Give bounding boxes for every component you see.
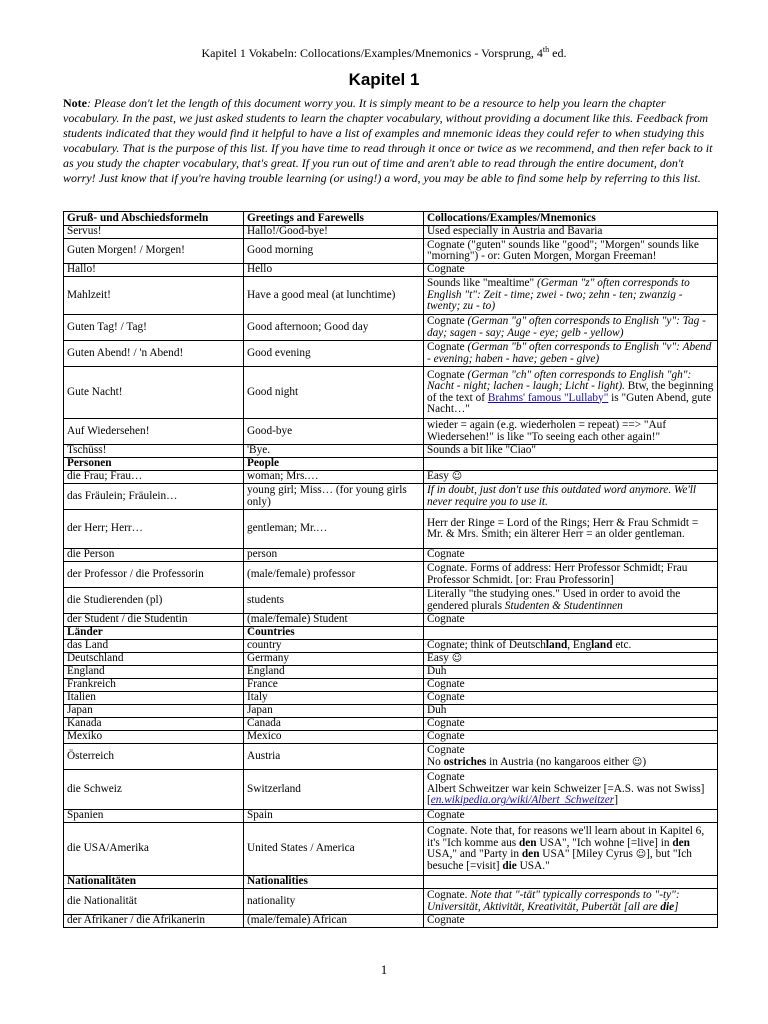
english-term: Spain: [244, 810, 424, 823]
german-term: Gute Nacht!: [64, 367, 244, 419]
mnemonic: Cognate: [424, 264, 718, 277]
albert-schweitzer-link[interactable]: en.wikipedia.org/wiki/Albert_Schweitzer: [430, 794, 615, 807]
mnemonic: Cognate. Forms of address: Herr Professor Schmidt; Frau Professor Schmidt. [or: Frau Professorin]: [424, 562, 718, 588]
vocabulary-table: [63, 211, 718, 928]
smiley-icon: ☺: [451, 653, 463, 665]
table-row: [64, 679, 718, 692]
mnemonic: Herr der Ringe = Lord of the Rings; Herr & Frau Schmidt = Mr. & Mrs. Smith; ein älterer Herr = an older gentleman.: [424, 510, 718, 549]
table-header-row: [64, 212, 718, 226]
english-term: country: [244, 640, 424, 653]
header-english: Greetings and Farewells: [244, 212, 424, 226]
brahms-lullaby-link[interactable]: Brahms' famous "Lullaby": [487, 391, 609, 404]
german-term: Guten Abend! / 'n Abend!: [64, 341, 244, 367]
english-term: Good-bye: [244, 419, 424, 445]
mnemonic: Cognate ("guten" sounds like "good"; "Morgen" sounds like "morning") - or: Guten Morgen, Morgan Freeman!: [424, 239, 718, 264]
section-german: Länder: [64, 627, 244, 640]
page-title: Kapitel 1: [348, 70, 420, 89]
english-term: (male/female) Student: [244, 614, 424, 627]
section-row-laender: [64, 627, 718, 640]
table-row: [64, 510, 718, 549]
german-term: der Student / die Studentin: [64, 614, 244, 627]
section-row-nationalitaeten: [64, 876, 718, 889]
german-term: die Nationalität: [64, 889, 244, 915]
table-row: [64, 744, 718, 770]
mnemonic: Cognate: [424, 679, 718, 692]
mnemonic: Used especially in Austria and Bavaria: [424, 226, 718, 239]
mnemonic: If in doubt, just don't use this outdated word anymore. We'll never require you to use it.: [424, 484, 718, 510]
english-term: Austria: [244, 744, 424, 770]
mnemonic: Cognate: [424, 731, 718, 744]
table-row: [64, 731, 718, 744]
english-term: England: [244, 666, 424, 679]
table-row: [64, 718, 718, 731]
mnemonic: Cognate: [424, 915, 718, 928]
english-term: Switzerland: [244, 770, 424, 810]
german-term: die USA/Amerika: [64, 823, 244, 876]
english-term: young girl; Miss… (for young girls only): [244, 484, 424, 510]
english-term: gentleman; Mr.…: [244, 510, 424, 549]
table-row: [64, 484, 718, 510]
english-term: Good night: [244, 367, 424, 419]
mnemonic: Cognate. Note that, for reasons we'll learn about in Kapitel 6, it's "Ich komme aus den USA", "Ich wohne [=live] in den USA," and "Party in den USA" [Miley Cyrus ☺], but "Ich besuche [=visit] die USA.": [424, 823, 718, 876]
english-term: nationality: [244, 889, 424, 915]
intro-note: [63, 96, 717, 186]
english-term: Germany: [244, 653, 424, 666]
mnemonic: Cognate (German "g" often corresponds to English "y": Tag - day; sagen - say; Auge - eye; gelb - yellow): [424, 315, 718, 341]
table-row: [64, 264, 718, 277]
header-collocations: Collocations/Examples/Mnemonics: [424, 212, 718, 226]
german-term: Deutschland: [64, 653, 244, 666]
german-term: der Herr; Herr…: [64, 510, 244, 549]
section-english: People: [244, 458, 424, 471]
english-term: United States / America: [244, 823, 424, 876]
section-row-personen: [64, 458, 718, 471]
german-term: Spanien: [64, 810, 244, 823]
german-term: der Afrikaner / die Afrikanerin: [64, 915, 244, 928]
english-term: Good morning: [244, 239, 424, 264]
table-row: [64, 341, 718, 367]
header-german: Gruß- und Abschiedsformeln: [64, 212, 244, 226]
mnemonic: Cognate: [424, 692, 718, 705]
section-empty: [424, 458, 718, 471]
note-label: Note: [63, 96, 87, 110]
german-term: Mahlzeit!: [64, 277, 244, 315]
german-term: Italien: [64, 692, 244, 705]
german-term: die Studierenden (pl): [64, 588, 244, 614]
section-empty: [424, 627, 718, 640]
german-term: Guten Morgen! / Morgen!: [64, 239, 244, 264]
mnemonic: Cognate; think of Deutschland, England etc.: [424, 640, 718, 653]
english-term: (male/female) African: [244, 915, 424, 928]
mnemonic: Cognate: [424, 718, 718, 731]
table-row: [64, 367, 718, 419]
german-term: die Frau; Frau…: [64, 471, 244, 484]
page-number: 1: [380, 962, 388, 977]
section-english: Nationalities: [244, 876, 424, 889]
english-term: 'Bye.: [244, 445, 424, 458]
english-term: students: [244, 588, 424, 614]
english-term: Hello: [244, 264, 424, 277]
mnemonic: Cognate (German "ch" often corresponds to English "gh": Nacht - night; lachen - laugh; Licht - light). Btw, the beginning of the text of Brahms' famous "Lullaby" is "Guten Abend, gute Nacht…": [424, 367, 718, 419]
table-row: [64, 239, 718, 264]
german-term: Hallo!: [64, 264, 244, 277]
mnemonic: Cognate (German "b" often corresponds to English "v": Abend - evening; haben - have; geben - give): [424, 341, 718, 367]
mnemonic: Easy ☺: [424, 653, 718, 666]
mnemonic: wieder = again (e.g. wiederholen = repeat) ==> "Auf Wiedersehen!" is like "To seeing each other again!": [424, 419, 718, 445]
table-row: [64, 614, 718, 627]
table-row: [64, 705, 718, 718]
mnemonic: Literally "the studying ones." Used in order to avoid the gendered plurals Studenten & Studentinnen: [424, 588, 718, 614]
table-row: [64, 770, 718, 810]
section-empty: [424, 876, 718, 889]
table-row: [64, 653, 718, 666]
section-german: Nationalitäten: [64, 876, 244, 889]
english-term: (male/female) professor: [244, 562, 424, 588]
german-term: Tschüss!: [64, 445, 244, 458]
german-term: die Schweiz: [64, 770, 244, 810]
german-term: die Person: [64, 549, 244, 562]
english-term: France: [244, 679, 424, 692]
mnemonic: Cognate: [424, 810, 718, 823]
table-row: [64, 810, 718, 823]
table-row: [64, 315, 718, 341]
english-term: Mexico: [244, 731, 424, 744]
english-term: person: [244, 549, 424, 562]
table-row: [64, 915, 718, 928]
table-row: [64, 562, 718, 588]
document-header: Kapitel 1 Vokabeln: Collocations/Examples/Mnemonics - Vorsprung, 4th ed.: [201, 45, 567, 60]
mnemonic: Sounds a bit like "Ciao": [424, 445, 718, 458]
table-row: [64, 471, 718, 484]
german-term: Österreich: [64, 744, 244, 770]
mnemonic: Cognate No ostriches in Austria (no kangaroos either ☺): [424, 744, 718, 770]
german-term: Frankreich: [64, 679, 244, 692]
german-term: Guten Tag! / Tag!: [64, 315, 244, 341]
german-term: Mexiko: [64, 731, 244, 744]
smiley-icon: ☺: [631, 756, 643, 768]
german-term: der Professor / die Professorin: [64, 562, 244, 588]
table-row: [64, 549, 718, 562]
german-term: das Land: [64, 640, 244, 653]
table-row: [64, 640, 718, 653]
table-row: [64, 889, 718, 915]
table-row: [64, 277, 718, 315]
german-term: Servus!: [64, 226, 244, 239]
mnemonic: Cognate Albert Schweitzer war kein Schweizer [=A.S. was not Swiss] [en.wikipedia.org/wiki/Albert_Schweitzer]: [424, 770, 718, 810]
english-term: Good afternoon; Good day: [244, 315, 424, 341]
table-row: [64, 588, 718, 614]
section-german: Personen: [64, 458, 244, 471]
german-term: England: [64, 666, 244, 679]
english-term: Canada: [244, 718, 424, 731]
table-row: [64, 823, 718, 876]
english-term: Hallo!/Good-bye!: [244, 226, 424, 239]
english-term: woman; Mrs.…: [244, 471, 424, 484]
table-row: [64, 226, 718, 239]
german-term: das Fräulein; Fräulein…: [64, 484, 244, 510]
english-term: Japan: [244, 705, 424, 718]
table-row: [64, 692, 718, 705]
german-term: Kanada: [64, 718, 244, 731]
mnemonic: Cognate. Note that "-tät" typically corresponds to "-ty": Universität, Aktivität, Kreativität, Pubertät [all are die]: [424, 889, 718, 915]
mnemonic: Duh: [424, 666, 718, 679]
mnemonic: Cognate: [424, 614, 718, 627]
english-term: Have a good meal (at lunchtime): [244, 277, 424, 315]
german-term: Japan: [64, 705, 244, 718]
english-term: Italy: [244, 692, 424, 705]
english-term: Good evening: [244, 341, 424, 367]
mnemonic: Sounds like "mealtime" (German "z" often corresponds to English "t": Zeit - time; zwei - two; zehn - ten; zwanzig - twenty; zu - to): [424, 277, 718, 315]
smiley-icon: ☺: [635, 849, 647, 860]
mnemonic: Cognate: [424, 549, 718, 562]
section-english: Countries: [244, 627, 424, 640]
german-term: Auf Wiedersehen!: [64, 419, 244, 445]
mnemonic: Duh: [424, 705, 718, 718]
mnemonic: Easy ☺: [424, 471, 718, 484]
table-row: [64, 445, 718, 458]
table-row: [64, 419, 718, 445]
smiley-icon: ☺: [451, 471, 463, 483]
table-row: [64, 666, 718, 679]
note-text: : Please don't let the length of this document worry you. It is simply meant to be a resource to help you learn the chapter vocabulary. In the past, we just asked students to learn the chapter vocabulary, without providing a document like this. Feedback from students indicated that they would find it helpful to have a list of examples and mnemonic ideas they could refer to when studying this vocabulary. That is the purpose of this list. If you have time to read through it once or twice as we recommend, and then refer back to it as you study the chapter vocabulary, that's great. If you run out of time and aren't able to read through the entire document, don't worry! Just know that if you're having trouble learning (or using!) a word, you may be able to find some help by referring to this list.: [63, 96, 713, 185]
